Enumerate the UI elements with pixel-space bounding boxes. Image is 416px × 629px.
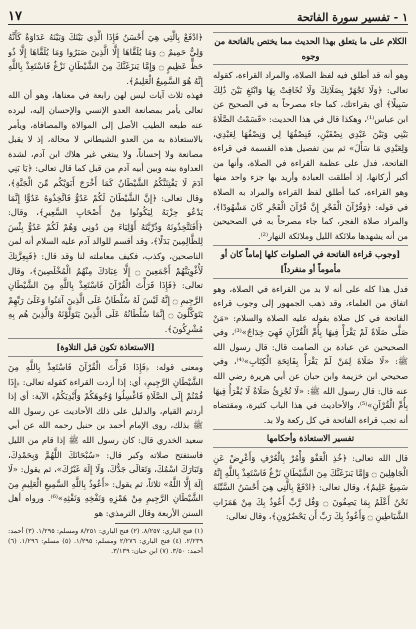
page-number: ١٧ (8, 9, 22, 24)
paragraph: فدل هذا كله على أنه لا بد من القراءة في الصلاة، وهو اتفاق من العلماء، وقد ذهب الجمهور إلى وجوب قراءة الفاتحة في كل صلاة بقوله عليه الصلاة والسلام: «مَنْ صَلَّى صَلَاةً لَمْ يَقْرَأْ فِيهَا بِأُمِّ الْقُرْآنِ فَهِيَ خِدَاجٌ»⁽³⁾، وفي الصحيحين عن عبادة بن الصامت قال: قال رسول الله ﷺ: «لَا صَلَاةَ لِمَنْ لَمْ يَقْرَأْ بِفَاتِحَةِ الْكِتَابِ»⁽⁴⁾، وفي صحيحي ابن خزيمة وابن حبان عن أبي هريرة رضي الله عنه قال: قال رسول الله ﷺ: «لَا تُجْزِئُ صَلَاةٌ لَا يُقْرَأُ فِيهَا بِأُمِّ الْقُرْآنِ»⁽⁵⁾، والأحاديث في هذا الباب كثيرة، ومقتضاه أنه تجب قراءة الفاتحة في كل ركعة ولا بد. (213, 283, 408, 425)
paragraph: فهذه ثلاث آيات ليس لهن رابعة في معناها، وهو أن الله تعالى يأمر بمصانعة العدو الإنسي والإحسان إليه، ليرده عنه طبعه الطيب الأصل إلى الموالاة والمصافاة، ويأمر بالاستعاذة به من العدو الشيطاني لا محالة، إذ لا يقبل مصانعة ولا إحساناً، ولا يبتغي غير هلاك ابن آدم، لشدة العداوة بينه وبين أبيه آدم من قبل كما قال تعالى: ﴿يَا بَنِي آدَمَ لَا يَفْتِنَنَّكُمُ الشَّيْطَانُ كَمَا أَخْرَجَ أَبَوَيْكُم مِّنَ الْجَنَّةِ﴾، وقال تعالى: ﴿إِنَّ الشَّيْطَانَ لَكُمْ عَدُوٌّ فَاتَّخِذُوهُ عَدُوًّا إِنَّمَا يَدْعُو حِزْبَهُ لِيَكُونُوا مِنْ أَصْحَابِ السَّعِيرِ﴾، وقال: ﴿أَفَتَتَّخِذُونَهُ وَذُرِّيَّتَهُ أَوْلِيَاءَ مِن دُونِي وَهُمْ لَكُمْ عَدُوٌّ بِئْسَ لِلظَّالِمِينَ بَدَلًا﴾، وقد أقسم للوالد آدم عليه السلام أنه لمن الناصحين، وكذب، فكيف معاملته لنا وقد قال: ﴿فَبِعِزَّتِكَ لَأُغْوِيَنَّهُمْ أَجْمَعِينَ ۝ إِلَّا عِبَادَكَ مِنْهُمُ الْمُخْلَصِينَ﴾، وقال تعالى: ﴿فَإِذَا قَرَأْتَ الْقُرْآنَ فَاسْتَعِذْ بِاللَّهِ مِنَ الشَّيْطَانِ الرَّجِيمِ ۝ إِنَّهُ لَيْسَ لَهُ سُلْطَانٌ عَلَى الَّذِينَ آمَنُوا وَعَلَىٰ رَبِّهِمْ يَتَوَكَّلُونَ ۝ إِنَّمَا سُلْطَانُهُ عَلَى الَّذِينَ يَتَوَلَّوْنَهُ وَالَّذِينَ هُم بِهِ مُشْرِكُونَ﴾. (8, 90, 203, 334)
footnotes: (١) فتح الباري: ٨/٢٥٧. (٢) فتح الباري: ٨/٢٥١ ومسلم: ١/٢٩٥. (٣) أحمد: ٢/٢٣٩. (٤) فتح الباري: ٢/٢٧٦ ومسلم: ١/٢٩٥. (٥) مسلم: ١/٢٩٦. (٦) أحمد: ٣/٥٠. (٧) ابن حبان: ٣/١٣٩. (8, 526, 203, 555)
paragraph: ﴿ادْفَعْ بِالَّتِي هِيَ أَحْسَنُ فَإِذَا الَّذِي بَيْنَكَ وَبَيْنَهُ عَدَاوَةٌ كَأَنَّهُ وَلِيٌّ حَمِيمٌ ۝ وَمَا يُلَقَّاهَا إِلَّا الَّذِينَ صَبَرُوا وَمَا يُلَقَّاهَا إِلَّا ذُو حَظٍّ عَظِيمٍ ۝ وَإِمَّا يَنزَغَنَّكَ مِنَ الشَّيْطَانِ نَزْغٌ فَاسْتَعِذْ بِاللَّهِ إِنَّهُ هُوَ السَّمِيعُ الْعَلِيمُ﴾. (8, 32, 203, 86)
right-column (213, 30, 408, 590)
left-column (8, 30, 203, 590)
paragraph: قال الله تعالى: ﴿خُذِ الْعَفْوَ وَأْمُرْ بِالْعُرْفِ وَأَعْرِضْ عَنِ الْجَاهِلِينَ ۝ وَإِمَّا يَنزَغَنَّكَ مِنَ الشَّيْطَانِ نَزْغٌ فَاسْتَعِذْ بِاللَّهِ إِنَّهُ سَمِيعٌ عَلِيمٌ﴾، وقال تعالى: ﴿ادْفَعْ بِالَّتِي هِيَ أَحْسَنُ السَّيِّئَةَ نَحْنُ أَعْلَمُ بِمَا يَصِفُونَ ۝ وَقُل رَّبِّ أَعُوذُ بِكَ مِنْ هَمَزَاتِ الشَّيَاطِينِ ۝ وَأَعُوذُ بِكَ رَبِّ أَن يَحْضُرُونِ﴾، وقال تعالى: (213, 453, 408, 522)
paragraph: ومعنى قوله: ﴿فَإِذَا قَرَأْتَ الْقُرْآنَ فَاسْتَعِذْ بِاللَّهِ مِنَ الشَّيْطَانِ الرَّجِيمِ﴾ أي: إذا أردت القراءة كقوله تعالى: ﴿إِذَا قُمْتُمْ إِلَى الصَّلَاةِ فَاغْسِلُوا وُجُوهَكُمْ وَأَيْدِيَكُمْ﴾ الآية: أي إذا أردتم القيام، والدليل على ذلك الأحاديث عن رسول الله ﷺ بذلك، روى الإمام أحمد بن حنبل رحمه الله عن أبي سعيد الخدري قال: كان رسول الله ﷺ إذا قام من الليل فاستفتح صلاته وكبر قال: «سُبْحَانَكَ اللَّهُمَّ وَبِحَمْدِكَ، وَتَبَارَكَ اسْمُكَ، وَتَعَالَى جَدُّكَ، وَلَا إِلَهَ غَيْرُكَ»، ثم يقول: «لَا إِلَهَ إِلَّا اللَّهُ» ثلاثاً، ثم يقول: «أَعُوذُ بِاللَّهِ السَّمِيعِ الْعَلِيمِ مِنَ الشَّيْطَانِ الرَّجِيمِ مِنْ هَمْزِهِ وَنَفْخِهِ وَنَفْثِهِ»⁽⁶⁾. ورواه أهل السنن الأربعة وقال الترمذي: هو (8, 362, 203, 518)
text-columns (8, 30, 408, 590)
section-heading-istiadha: تفسير الاستعاذة وأحكامها (213, 429, 408, 448)
footnote-divider (115, 523, 203, 524)
page-header (8, 6, 408, 25)
section-heading-before-recitation: [الاستعاذة تكون قبل التلاوة] (8, 338, 203, 357)
running-title: ١ - تفسير سورة الفاتحة (297, 11, 408, 24)
section-heading-hadith: الكلام على ما يتعلق بهذا الحديث مما يختص بالفاتحة من وجوه (213, 32, 408, 65)
paragraph: وهو أنه قد أطلق فيه لفظ الصلاة، والمراد القراءة، كقوله تعالى: ﴿وَلَا تَجْهَرْ بِصَلَاتِكَ وَلَا تُخَافِتْ بِهَا وَابْتَغِ بَيْنَ ذَٰلِكَ سَبِيلًا﴾ أي بقراءتك، كما جاء مصرحاً به في الصحيح عن ابن عباس⁽¹⁾، وهكذا قال في هذا الحديث: «قَسَمْتُ الصَّلَاةَ بَيْنِي وَبَيْنَ عَبْدِي نِصْفَيْنِ، فَنِصْفُهَا لِي وَنِصْفُهَا لِعَبْدِي، وَلِعَبْدِي مَا سَأَلَ» ثم بين تفصيل هذه القسمة في قراءة الفاتحة، فدل على عظمة القراءة في الصلاة، وأنها من أكبر أركانها، إذ أطلقت العبادة وأريد بها جزء واحد منها وهو القراءة، كما أطلق لفظ القراءة والمراد به الصلاة في قوله: ﴿وَقُرْآنَ الْفَجْرِ إِنَّ قُرْآنَ الْفَجْرِ كَانَ مَشْهُودًا﴾، والمراد صلاة الفجر، كما جاء مصرحاً به في الصحيحين من أنه يشهدها ملائكة الليل وملائكة النهار⁽²⁾. (213, 70, 408, 241)
section-heading-fatiha-obligation: [وجوب قراءة الفاتحة في الصلوات كلها إماماً كان أو مأموماً أو منفرداً] (213, 245, 408, 278)
